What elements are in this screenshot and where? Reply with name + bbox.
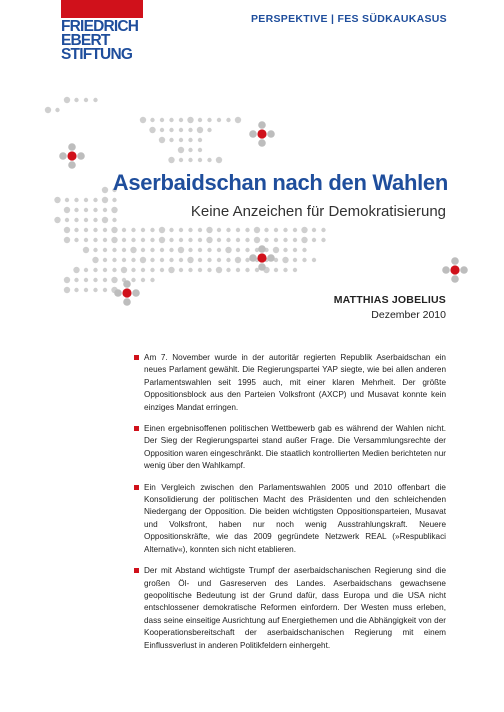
map-dot-highlight: [67, 151, 76, 160]
map-dot: [254, 227, 260, 233]
map-dot: [84, 208, 88, 212]
map-dot: [103, 258, 107, 262]
map-dot: [274, 238, 278, 242]
map-dot: [293, 258, 297, 262]
map-dot: [301, 227, 307, 233]
map-dot: [93, 98, 97, 102]
map-dot: [121, 267, 127, 273]
map-dot: [258, 245, 266, 253]
map-dot: [102, 197, 108, 203]
map-dot: [55, 108, 59, 112]
map-dot: [258, 139, 266, 147]
map-dot: [159, 237, 165, 243]
map-dot: [283, 268, 287, 272]
map-dot: [64, 277, 70, 283]
map-dot: [59, 152, 67, 160]
logo-line-3: STIFTUNG: [61, 46, 133, 63]
map-dot: [198, 158, 202, 162]
map-dot: [93, 198, 97, 202]
map-dot: [451, 257, 459, 265]
map-dot: [179, 138, 183, 142]
map-dot: [207, 158, 211, 162]
map-dot: [217, 248, 221, 252]
map-dot: [159, 137, 165, 143]
map-dot: [249, 130, 257, 138]
map-dot: [160, 258, 164, 262]
map-dot: [131, 278, 135, 282]
map-dot: [245, 258, 249, 262]
map-dot: [206, 227, 212, 233]
map-dot: [93, 268, 97, 272]
map-dot: [187, 117, 193, 123]
map-dot: [169, 128, 173, 132]
map-dot: [140, 257, 146, 263]
map-dot: [111, 277, 117, 283]
map-dot: [258, 263, 266, 271]
map-dot: [73, 267, 79, 273]
map-dot: [264, 238, 268, 242]
map-dot: [198, 228, 202, 232]
map-dot: [226, 268, 230, 272]
map-dot: [141, 228, 145, 232]
page-subtitle: Keine Anzeichen für Demokratisierung: [190, 203, 446, 220]
map-dot: [159, 227, 165, 233]
map-dot: [312, 258, 316, 262]
map-dot: [131, 268, 135, 272]
map-dot: [54, 197, 60, 203]
map-dot: [293, 228, 297, 232]
map-dot: [264, 228, 268, 232]
map-dot: [93, 288, 97, 292]
summary-item: [134, 352, 446, 414]
map-dot: [93, 228, 97, 232]
map-dot: [188, 158, 192, 162]
map-dot: [293, 268, 297, 272]
publication-date: Dezember 2010: [371, 309, 446, 321]
map-dot: [245, 248, 249, 252]
map-dot: [122, 248, 126, 252]
map-dot: [84, 198, 88, 202]
map-dot: [65, 218, 69, 222]
map-dot: [217, 258, 221, 262]
map-dot: [179, 238, 183, 242]
map-dot: [103, 208, 107, 212]
map-dot: [102, 187, 108, 193]
map-dot: [236, 238, 240, 242]
map-dot: [64, 287, 70, 293]
map-dot: [179, 128, 183, 132]
logo-line-1: FRIEDRICH: [61, 18, 139, 35]
map-dot: [112, 198, 116, 202]
map-dot: [169, 258, 173, 262]
map-dot: [168, 157, 174, 163]
map-dot: [122, 228, 126, 232]
map-dot: [160, 118, 164, 122]
map-dot: [92, 257, 98, 263]
map-dot: [130, 247, 136, 253]
map-dot: [83, 247, 89, 253]
map-dot: [150, 258, 154, 262]
map-dot: [198, 238, 202, 242]
summary-item: [134, 565, 446, 652]
map-dot: [283, 238, 287, 242]
map-dot-highlight: [122, 288, 131, 297]
map-dot: [84, 98, 88, 102]
map-dot: [197, 127, 203, 133]
map-dot: [198, 118, 202, 122]
map-dot: [64, 207, 70, 213]
map-dot: [169, 228, 173, 232]
map-dot: [274, 228, 278, 232]
map-dot: [236, 268, 240, 272]
summary-text: Am 7. November wurde in der autoritär regierten Republik Aserbaidschan ein neues Parlament gewählt. Die Regierungspartei YAP siegte, wie bei allen anderen Parlamentswahlen seit 1995 auch, mit einer klaren Mehrheit. Der größte Oppositionsblock aus den Parteien Volksfront (AXCP) und Musavat konnte kein einziges Mandat erringen.: [144, 353, 446, 412]
map-dot: [111, 237, 117, 243]
map-dot: [226, 258, 230, 262]
map-dot: [93, 238, 97, 242]
summary-text: Einen ergebnisoffenen politischen Wettbewerb gab es während der Wahlen nicht. Der Sieg der Regierungspartei stand außer Frage. Die Versammlungsrechte der Opposition waren eingeschränkt. Die staatlich kontrollierten Medien berichteten nur wenig über den Wahlkampf.: [144, 424, 446, 471]
bullet-square-icon: [134, 355, 139, 360]
map-dot: [84, 228, 88, 232]
map-dot: [217, 228, 221, 232]
map-dot: [293, 238, 297, 242]
map-dot: [188, 128, 192, 132]
map-dot: [84, 238, 88, 242]
map-dot: [249, 254, 257, 262]
map-dot: [226, 238, 230, 242]
map-dot: [198, 148, 202, 152]
map-dot: [64, 237, 70, 243]
map-dot: [168, 267, 174, 273]
summary-list: [134, 352, 446, 661]
map-dot: [321, 238, 325, 242]
map-dot: [141, 248, 145, 252]
map-dot: [188, 268, 192, 272]
map-dot: [112, 248, 116, 252]
map-dot: [302, 258, 306, 262]
map-dot: [169, 138, 173, 142]
map-dot: [169, 118, 173, 122]
map-dot: [84, 288, 88, 292]
map-dot: [254, 237, 260, 243]
map-dot: [103, 268, 107, 272]
map-dot: [312, 238, 316, 242]
map-dot: [198, 248, 202, 252]
map-dot: [150, 118, 154, 122]
map-dot: [216, 157, 222, 163]
map-dot: [131, 238, 135, 242]
map-dot: [160, 248, 164, 252]
map-dot: [102, 217, 108, 223]
map-dot: [235, 257, 241, 263]
map-dot: [188, 248, 192, 252]
map-dot: [64, 97, 70, 103]
map-dot: [150, 278, 154, 282]
summary-text: Der mit Abstand wichtigste Trumpf der aserbaidschanischen Regierung sind die großen Öl- und Gasreserven des Landes. Aserbaidschans gewachsene geopolitische Bedeutung ist der Grund dafür, dass Europa und die USA nicht entschlossener demokratische Reformen einfordern. Der Westen muss erleben, dass seine einseitige Ausrichtung auf Energiethemen und die Abhängigkeit von der Kooperationsbereitschaft der aserbaidschanischen Regierung mit einem Einflussverlust in anderen Politikfeldern einhergeht.: [144, 566, 446, 650]
map-dot: [84, 268, 88, 272]
map-dot: [103, 278, 107, 282]
map-dot: [236, 248, 240, 252]
map-dot-highlight: [450, 265, 459, 274]
map-dot: [321, 228, 325, 232]
map-dot: [226, 118, 230, 122]
map-dot: [149, 127, 155, 133]
map-dot: [245, 268, 249, 272]
map-dot: [188, 148, 192, 152]
map-dot: [74, 208, 78, 212]
map-dot: [274, 268, 278, 272]
bullet-square-icon: [134, 568, 139, 573]
summary-item: [134, 423, 446, 473]
dot-world-map: [0, 0, 504, 320]
map-dot: [267, 254, 275, 262]
series-label: PERSPEKTIVE | FES SÜDKAUKASUS: [250, 13, 447, 25]
map-dot: [207, 128, 211, 132]
map-dot: [267, 130, 275, 138]
map-dot: [188, 138, 192, 142]
map-dot: [93, 208, 97, 212]
map-dot: [258, 121, 266, 129]
map-dot: [150, 268, 154, 272]
map-dot: [217, 118, 221, 122]
map-dot: [178, 247, 184, 253]
map-dot: [245, 238, 249, 242]
summary-item: [134, 482, 446, 556]
map-dot: [301, 237, 307, 243]
map-dot: [187, 257, 193, 263]
map-dot: [123, 298, 131, 306]
map-dot: [302, 248, 306, 252]
map-dot: [122, 258, 126, 262]
map-dot: [68, 161, 76, 169]
map-dot: [198, 138, 202, 142]
map-dot: [216, 267, 222, 273]
map-dot: [179, 258, 183, 262]
map-dot: [207, 268, 211, 272]
map-dot: [150, 238, 154, 242]
map-dot: [45, 107, 51, 113]
map-dot: [207, 258, 211, 262]
map-dot: [65, 198, 69, 202]
map-dot: [245, 228, 249, 232]
map-dot: [179, 268, 183, 272]
map-dot: [141, 268, 145, 272]
logo-line-2: EBERT: [61, 32, 110, 49]
map-dot: [141, 238, 145, 242]
map-dot: [160, 268, 164, 272]
map-dot: [207, 118, 211, 122]
map-dot: [74, 278, 78, 282]
map-dot: [179, 228, 183, 232]
map-dot: [77, 152, 85, 160]
map-dot: [179, 118, 183, 122]
map-dot: [206, 237, 212, 243]
map-dot: [64, 227, 70, 233]
map-dot: [112, 268, 116, 272]
author-name: MATTHIAS JOBELIUS: [333, 294, 446, 306]
map-dot: [282, 257, 288, 263]
map-dot: [198, 258, 202, 262]
map-dot: [188, 228, 192, 232]
map-dot: [207, 248, 211, 252]
map-dot: [74, 238, 78, 242]
map-dot: [226, 228, 230, 232]
map-dot: [93, 248, 97, 252]
map-dot: [103, 238, 107, 242]
map-dot: [131, 228, 135, 232]
map-dot: [74, 228, 78, 232]
map-dot: [179, 158, 183, 162]
map-dot: [122, 238, 126, 242]
map-dot: [150, 228, 154, 232]
map-dot: [74, 288, 78, 292]
bullet-square-icon: [134, 426, 139, 431]
map-dot: [236, 228, 240, 232]
map-dot: [131, 258, 135, 262]
map-dot-highlight: [257, 253, 266, 262]
map-dot: [312, 228, 316, 232]
map-dot: [112, 258, 116, 262]
map-dot: [273, 247, 279, 253]
map-dot: [169, 238, 173, 242]
map-dot: [235, 117, 241, 123]
map-dot: [217, 238, 221, 242]
map-dot: [93, 218, 97, 222]
map-dot: [178, 147, 184, 153]
map-dot: [84, 218, 88, 222]
map-dot: [111, 227, 117, 233]
map-dot: [140, 117, 146, 123]
map-dot-highlight: [257, 129, 266, 138]
map-dot: [74, 98, 78, 102]
map-dot: [111, 207, 117, 213]
map-dot: [283, 228, 287, 232]
summary-text: Ein Vergleich zwischen den Parlamentswahlen 2005 und 2010 offenbart die Konsolidierung der politischen Macht des Präsidenten und den schleichenden Niedergang der Opposition. Die beiden wichtigsten Oppositionsparteien, Musavat und Volksfront, haben nur noch wenig Ausstrahlungskraft. Neuere Oppositionskräfte, wie das 2009 gegründete Netzwerk REAL (»Respublikaci Alternativ«), konnten sich nicht etablieren.: [144, 482, 446, 554]
map-dot: [103, 228, 107, 232]
map-dot: [112, 218, 116, 222]
map-dot: [160, 128, 164, 132]
map-dot: [114, 289, 122, 297]
map-dot: [169, 248, 173, 252]
map-dot: [198, 268, 202, 272]
map-dot: [188, 238, 192, 242]
map-dot: [74, 198, 78, 202]
map-dot: [54, 217, 60, 223]
map-dot: [451, 275, 459, 283]
map-dot: [132, 289, 140, 297]
map-dot: [460, 266, 468, 274]
map-dot: [150, 248, 154, 252]
map-dot: [103, 288, 107, 292]
map-dot: [442, 266, 450, 274]
map-dot: [293, 248, 297, 252]
map-dot: [68, 143, 76, 151]
bullet-square-icon: [134, 485, 139, 490]
map-dot: [103, 248, 107, 252]
page-title: Aserbaidschan nach den Wahlen: [112, 170, 448, 195]
map-dot: [74, 218, 78, 222]
map-dot: [84, 278, 88, 282]
map-dot: [93, 278, 97, 282]
map-dot: [141, 278, 145, 282]
map-dot: [225, 247, 231, 253]
map-dot: [283, 248, 287, 252]
map-dot: [123, 280, 131, 288]
